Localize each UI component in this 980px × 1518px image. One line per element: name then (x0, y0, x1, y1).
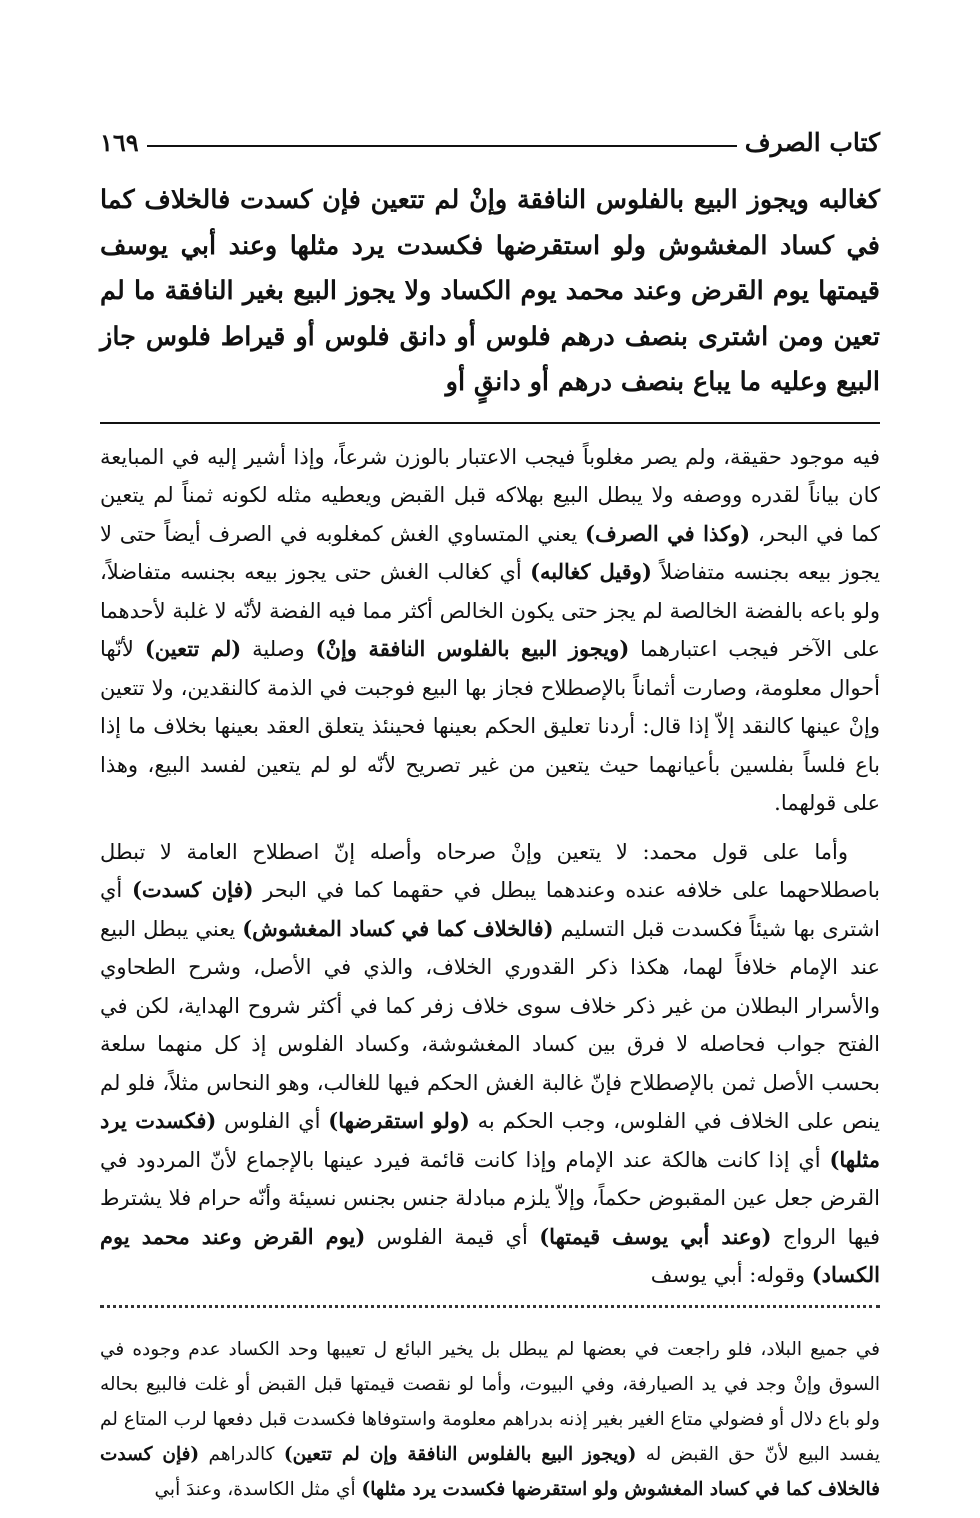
text-run: وأما على قول محمد: لا يتعين وإنْ صرحاه وأصله إنّ اصطلاح العامة لا تبطل باصطلاحهما على خلافه عنده وعندهما يبطل في حقهما كما في البحر (100, 839, 880, 902)
text-run: أي اشترى بها شيئاً فكسدت قبل التسليم (100, 878, 880, 941)
text-run: لأنّها أحوال معلومة، وصارت أثماناً بالإصطلاح فجاز بها البيع فوجبت في الذمة كالنقدين، ولا تتعين وإنْ عينها كالنقد إلاّ إذا قال: أردنا تعليق الحكم بعينها فحينئذ يتعلق العقد بعينها بخلاف ما إذا باع فلساً بفلسين بأعيانهما حيث يتعين من غير تصريح لأنّه لو لم يتعين لفسد البيع، وهذا على قولهما. (100, 637, 880, 815)
bold-quote: (فإن كسدت) (131, 877, 254, 902)
chapter-title: كتاب الصرف (744, 127, 880, 157)
text-run: أي الفلوس (216, 1109, 329, 1133)
bold-quote: (فكسدت يرد مثلها) (100, 1108, 880, 1172)
bold-quote: (فإن كسدت فالخلاف كما في كساد المغشوش ولو استقرضها فكسدت يرد مثلها) (100, 1443, 880, 1500)
bold-quote: (ويجوز البيع بالفلوس النافقة وإنْ) (315, 636, 630, 661)
text-run: أي كغالب الغش حتى يجوز بيعه بجنسه متفاضلاً، ولو باعه بالفضة الخالصة لم يجز حتى يكون الخالص أكثر مما فيه الفضة لأنّه لا غلبة لأحدهما على الآخر فيجب اعتبارهما (100, 560, 880, 661)
text-run: فيه موجود حقيقة، ولم يصر مغلوباً فيجب الاعتبار بالوزن شرعاً، وإذا أشير إليه في المبايعة كان بياناً لقدره ووصفه ولا يبطل البيع بهلاكه قبل القبض ويعطيه مثله لكونه ثمناً لم يتعين كما في البحر، (100, 444, 881, 546)
text-run: أي إذا كانت هالكة عند الإمام وإذا كانت قائمة فيرد عينها بالإجماع لأنّ المردود في القرض جعل عين المقبوض حكماً، وإلاّ يلزم مبادلة جنس بجنس نسيئة وأنّه حرام فلا يشترط فيها الرواج (100, 1147, 880, 1249)
text-run: أي مثل الكاسدة، وعندَ أبي (154, 1478, 362, 1500)
bold-quote: (وعند أبي يوسف قيمتها) (539, 1223, 772, 1249)
text-run: يعني المتساوي الغش كمغلوبه في الصرف أيضاً حتى لا يجوز بيعه بجنسه متفاضلاً (100, 521, 880, 584)
page-number: ١٦٩ (100, 127, 139, 157)
bold-quote: (ولو استقرضها) (328, 1108, 470, 1133)
bold-quote: (يوم القرض وعند محمد يوم الكساد) (100, 1223, 880, 1287)
header-rule (147, 145, 737, 147)
bold-quote: (وكذا في الصرف) (585, 520, 751, 546)
bold-quote: (وقيل كغالبه) (530, 559, 652, 584)
book-page (100, 120, 881, 1500)
separator-line (100, 422, 880, 424)
running-header (100, 120, 880, 164)
bold-quote: (فالخلاف كما في كساد المغشوش) (242, 915, 554, 941)
footnote-text (100, 1332, 880, 1507)
text-run: في جميع البلاد، فلو راجعت في بعضها لم يبطل بل يخير البائع ل تعيبها وحد الكساد عدم وجوده في السوق وإنْ وجد في يد الصيارفة، وفي البيوت، وأما لو نقصت قيمتها قبل القبض أو غلت فالبيع بحاله ولو باع دلال أو فضولي متاع الغير بغير إذنه بدراهم معلومة واستوفاها فكسدت قبل دفعها لرب المتاع لم يفسد البيع لأنّ حق القبض له (100, 1338, 881, 1465)
commentary-paragraph (100, 833, 880, 1295)
text-run: وقوله: أبي يوسف (650, 1263, 812, 1287)
text-run: أي قيمة الفلوس (365, 1224, 540, 1249)
text-run: يعني يبطل البيع عند الإمام خلافاً لهما، هكذا ذكر القدوري الخلاف، والذي في الأصل، وشرح الطحاوي والأسرار البطلان من غير ذكر خلاف سوى خلاف زفر كما في أكثر شروح الهداية، لكن في الفتح جواب فحاصله لا فرق بين كساد المغشوشة، وكساد الفلوس إذ كل منهما سلعة بحسب الأصل ثمن بالإصطلاح فإنّ غالبة الغش الحكم فيها للغالب، وهو النحاس مثلاً، فلو لم ينص على الخلاف في الفلوس، وجب الحكم به (100, 916, 880, 1133)
main-text: كغالبه ويجوز البيع بالفلوس النافقة وإنْ لم تتعين فإن كسدت فالخلاف كما في كساد المغشوش ولو استقرضها فكسدت يرد مثلها وعند أبي يوسف قيمتها يوم القرض وعند محمد يوم الكساد ولا يجوز البيع بغير النافقة ما لم تعين ومن اشترى بنصف درهم فلوس أو دانق فلوس أو قيراط فلوس جاز البيع وعليه ما يباع بنصف درهم أو دانقٍ أو (100, 185, 880, 397)
text-run: كالدراهم (199, 1443, 284, 1465)
commentary (100, 438, 880, 1295)
text-run: وصلية (241, 637, 316, 661)
commentary-paragraph (100, 438, 880, 823)
bold-quote: (لم تتعين) (144, 636, 242, 661)
bold-quote: (ويجوز البيع بالفلوس النافقة وإن لم تتعين) (283, 1443, 637, 1465)
dotted-separator (100, 1305, 880, 1318)
